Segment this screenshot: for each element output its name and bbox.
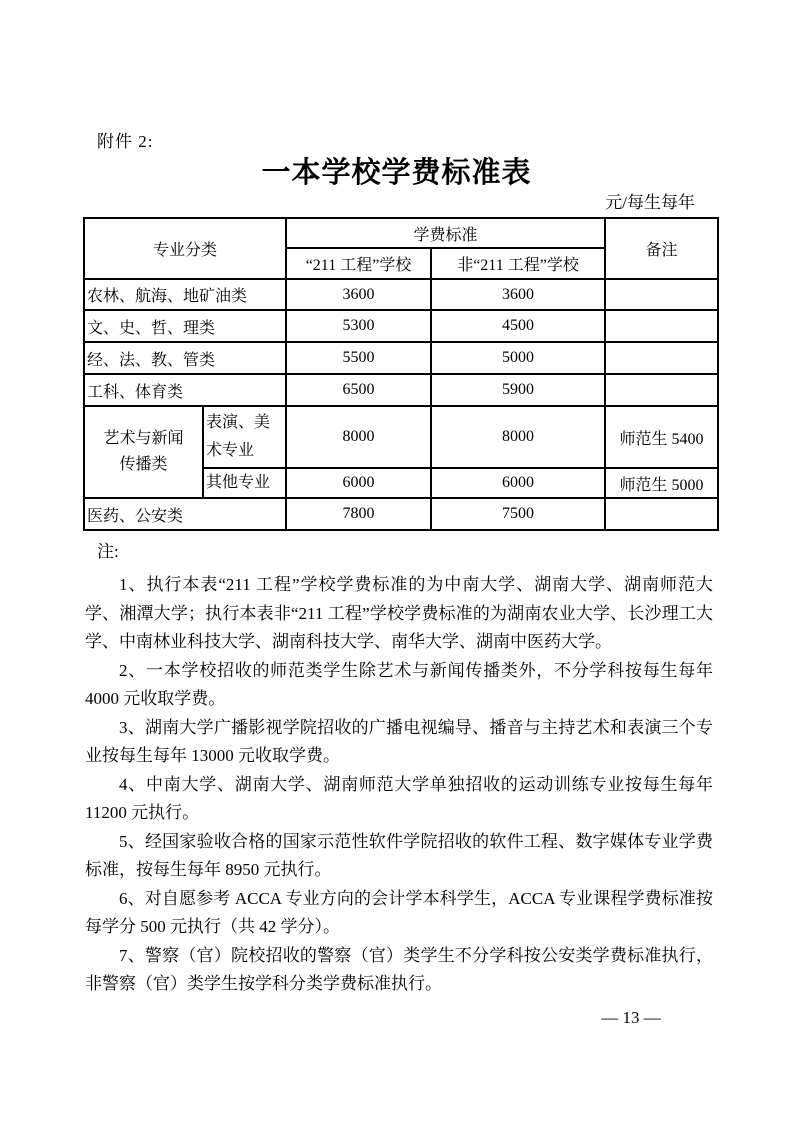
fee-211-cell: 6500 [286, 374, 431, 406]
fee-211-cell: 3600 [286, 279, 431, 310]
notes-label: 注: [97, 542, 119, 561]
fee-211-cell: 5300 [286, 310, 431, 342]
fee-non211-cell: 5000 [431, 342, 605, 374]
header-category: 专业分类 [84, 218, 286, 279]
category-cell: 工科、体育类 [84, 374, 286, 406]
page-number: — 13 — [601, 1008, 661, 1027]
category-group-label: 艺术与新闻传播类 [103, 430, 184, 473]
header-school-non211: 非“211 工程”学校 [431, 248, 605, 279]
table-row [84, 310, 718, 342]
unit-label: 元/每生每年 [605, 193, 695, 212]
table-row [84, 406, 718, 468]
remark-cell [605, 310, 718, 342]
remark-cell: 师范生 5000 [605, 468, 718, 498]
header-remark: 备注 [605, 218, 718, 279]
table-header-row-1 [84, 218, 718, 248]
attachment-label: 附件 2: [97, 132, 154, 151]
subcategory-cell: 其他专业 [203, 468, 286, 498]
table-row [84, 498, 718, 530]
fee-non211-cell: 7500 [431, 498, 605, 530]
tuition-fee-table [83, 217, 719, 531]
fee-non211-cell: 6000 [431, 468, 605, 498]
remark-cell [605, 498, 718, 530]
fee-211-cell: 8000 [286, 406, 431, 468]
note-item-6: 6、对自愿参考 ACCA 专业方向的会计学本科学生，ACCA 专业课程学费标准按每学分 500 元执行（共 42 学分）。 [85, 888, 713, 936]
category-cell: 农林、航海、地矿油类 [84, 279, 286, 310]
category-cell: 医药、公安类 [84, 498, 286, 530]
remark-cell: 师范生 5400 [605, 406, 718, 468]
fee-211-cell: 6000 [286, 468, 431, 498]
page-title: 一本学校学费标准表 [261, 157, 532, 189]
table-row [84, 279, 718, 310]
note-item-7: 7、警察（官）院校招收的警察（官）类学生不分学科按公安类学费标准执行，非警察（官）类学生按学科分类学费标准执行。 [85, 945, 713, 993]
remark-cell [605, 342, 718, 374]
category-cell: 经、法、教、管类 [84, 342, 286, 374]
remark-cell [605, 279, 718, 310]
fee-211-cell: 7800 [286, 498, 431, 530]
note-item-4: 4、中南大学、湖南大学、湖南师范大学单独招收的运动训练专业按每生每年 11200 元执行。 [85, 774, 713, 822]
fee-non211-cell: 5900 [431, 374, 605, 406]
note-item-3: 3、湖南大学广播影视学院招收的广播电视编导、播音与主持艺术和表演三个专业按每生每年 13000 元收取学费。 [85, 717, 713, 765]
category-group-cell [84, 406, 203, 498]
remark-cell [605, 374, 718, 406]
note-item-2: 2、一本学校招收的师范类学生除艺术与新闻传播类外，不分学科按每生每年 4000 元收取学费。 [85, 660, 713, 708]
fee-non211-cell: 3600 [431, 279, 605, 310]
note-item-5: 5、经国家验收合格的国家示范性软件学院招收的软件工程、数字媒体专业学费标准，按每生每年 8950 元执行。 [85, 831, 713, 879]
notes-section [85, 539, 713, 999]
fee-non211-cell: 8000 [431, 406, 605, 468]
subcategory-cell: 表演、美术专业 [203, 406, 286, 468]
fee-non211-cell: 4500 [431, 310, 605, 342]
header-school-211: “211 工程”学校 [286, 248, 431, 279]
header-tuition-standard: 学费标准 [286, 218, 605, 248]
category-cell: 文、史、哲、理类 [84, 310, 286, 342]
note-item-1: 1、执行本表“211 工程”学校学费标准的为中南大学、湖南大学、湖南师范大学、湘潭大学；执行本表非“211 工程”学校学费标准的为湖南农业大学、长沙理工大学、中南林业科技大学、湖南科技大学、南华大学、湖南中医药大学。 [85, 575, 713, 651]
fee-211-cell: 5500 [286, 342, 431, 374]
table-row [84, 342, 718, 374]
table-row [84, 374, 718, 406]
